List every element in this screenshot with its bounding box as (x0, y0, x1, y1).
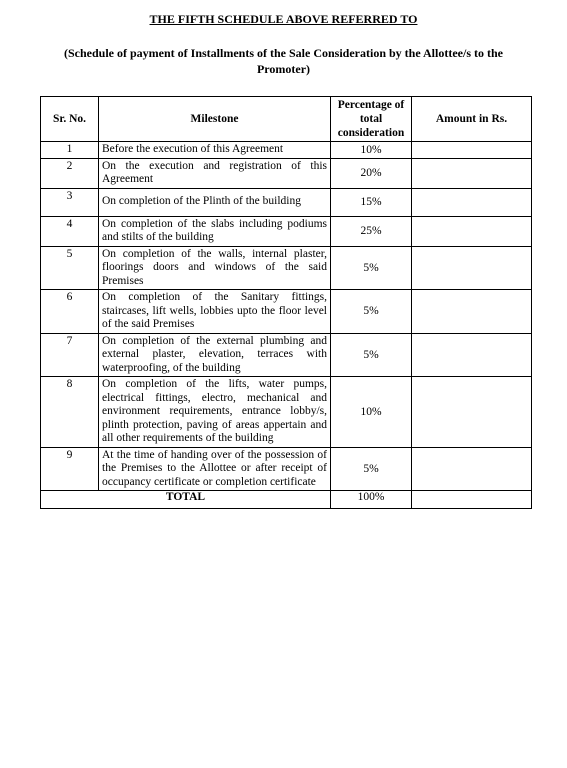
cell-milestone: On completion of the slabs including podiums and stilts of the building (99, 216, 331, 246)
cell-amount (412, 158, 532, 188)
cell-milestone: At the time of handing over of the possession of the Premises to the Allottee or after receipt of occupancy certificate or completion certificate (99, 447, 331, 491)
cell-sr-no: 9 (41, 447, 99, 491)
table-row (41, 142, 532, 159)
cell-percentage: 25% (331, 216, 412, 246)
cell-sr-no: 1 (41, 142, 99, 159)
cell-amount (412, 333, 532, 377)
cell-percentage: 5% (331, 290, 412, 334)
cell-amount (412, 142, 532, 159)
table-row (41, 216, 532, 246)
cell-milestone: On completion of the Plinth of the building (99, 188, 331, 216)
cell-percentage: 15% (331, 188, 412, 216)
cell-percentage: 5% (331, 333, 412, 377)
cell-sr-no: 3 (41, 188, 99, 216)
page-subtitle: (Schedule of payment of Installments of the Sale Consideration by the Allottee/s to the Promoter) (64, 46, 503, 76)
cell-percentage: 10% (331, 377, 412, 448)
cell-sr-no: 8 (41, 377, 99, 448)
cell-amount (412, 290, 532, 334)
cell-percentage: 20% (331, 158, 412, 188)
cell-sr-no: 6 (41, 290, 99, 334)
cell-milestone: On completion of the walls, internal plaster, floorings doors and windows of the said Premises (99, 246, 331, 290)
cell-sr-no: 2 (41, 158, 99, 188)
cell-amount (412, 377, 532, 448)
header-sr-no: Sr. No. (41, 97, 99, 142)
cell-sr-no: 7 (41, 333, 99, 377)
table-row (41, 188, 532, 216)
table-total-row (41, 491, 532, 509)
table-row (41, 447, 532, 491)
table-row (41, 377, 532, 448)
table-row (41, 246, 532, 290)
cell-percentage: 10% (331, 142, 412, 159)
cell-amount (412, 246, 532, 290)
cell-percentage: 5% (331, 447, 412, 491)
total-label: TOTAL (41, 491, 331, 509)
table-row (41, 333, 532, 377)
payment-schedule-table (40, 96, 532, 509)
total-percentage: 100% (331, 491, 412, 509)
header-milestone: Milestone (99, 97, 331, 142)
cell-sr-no: 4 (41, 216, 99, 246)
total-amount (412, 491, 532, 509)
header-percentage: Percentage of total consideration (331, 97, 412, 142)
cell-milestone: On completion of the Sanitary fittings, staircases, lift wells, lobbies upto the floor level of the said Premises (99, 290, 331, 334)
table-row (41, 158, 532, 188)
cell-amount (412, 216, 532, 246)
cell-milestone: On completion of the lifts, water pumps, electrical fittings, electro, mechanical and environment requirements, entrance lobby/s, plinth protection, paving of areas appertain and all other requirements of the building (99, 377, 331, 448)
header-amount: Amount in Rs. (412, 97, 532, 142)
cell-amount (412, 188, 532, 216)
cell-milestone: On completion of the external plumbing and external plaster, elevation, terraces with waterproofing, of the building (99, 333, 331, 377)
cell-milestone: On the execution and registration of this Agreement (99, 158, 331, 188)
cell-percentage: 5% (331, 246, 412, 290)
page-title: THE FIFTH SCHEDULE ABOVE REFERRED TO (149, 12, 418, 26)
table-row (41, 290, 532, 334)
cell-amount (412, 447, 532, 491)
table-header-row (41, 97, 532, 142)
cell-milestone: Before the execution of this Agreement (99, 142, 331, 159)
cell-sr-no: 5 (41, 246, 99, 290)
